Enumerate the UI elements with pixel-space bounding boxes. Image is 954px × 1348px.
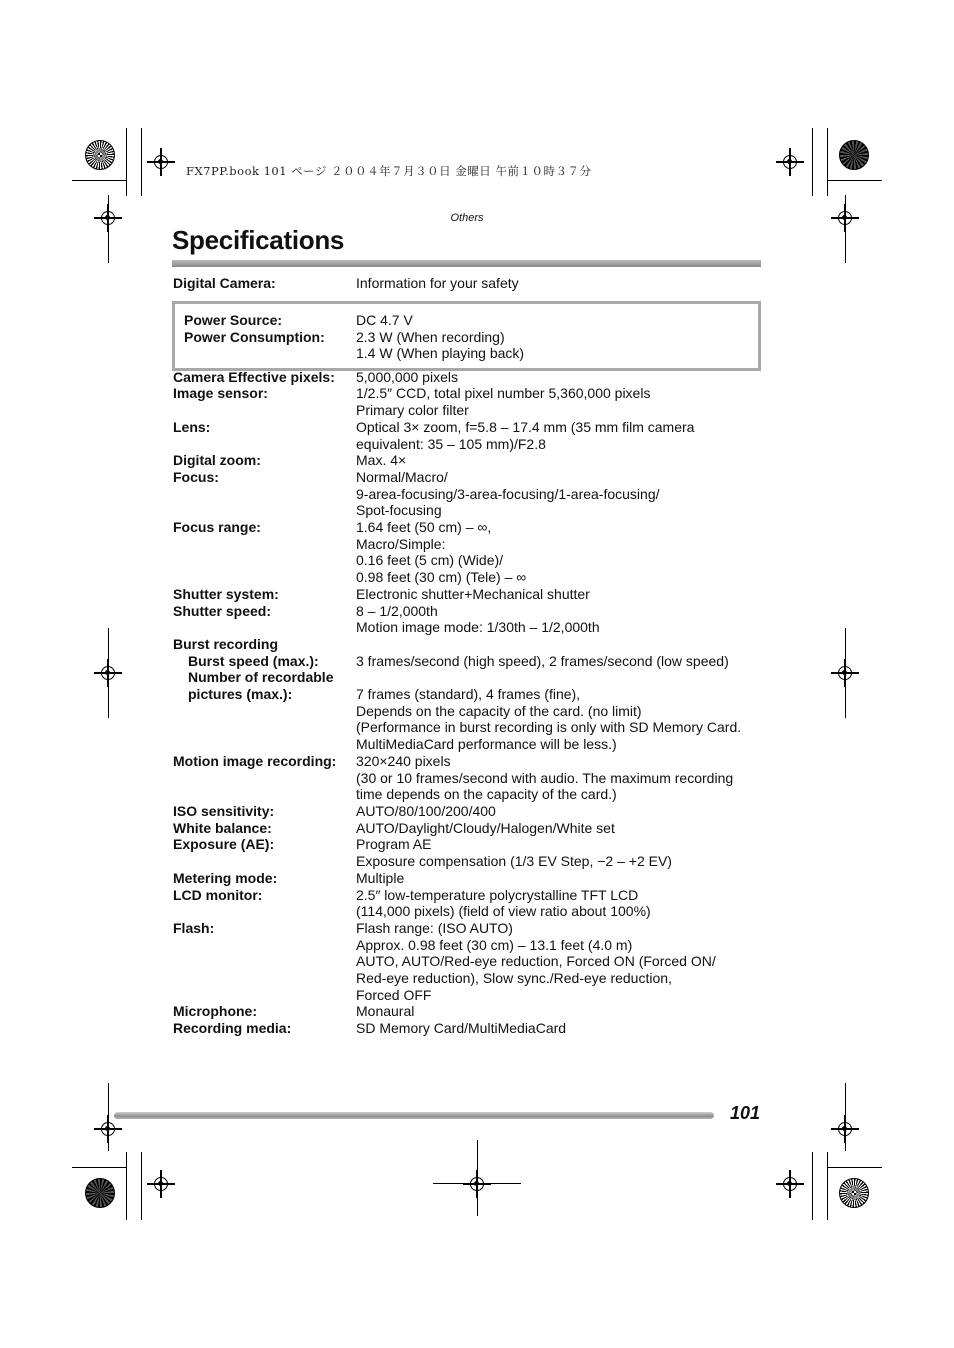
spec-label: Shutter speed: (173, 602, 272, 619)
spec-value (356, 519, 763, 586)
registration-crosshair-icon (154, 155, 168, 169)
spec-value-line: (114,000 pixels) (field of view ratio about 100%) (356, 903, 651, 920)
spec-value-line: Electronic shutter+Mechanical shutter (356, 585, 590, 602)
spec-row (173, 669, 763, 686)
spec-value-line: 8 – 1/2,000th (356, 602, 438, 619)
spec-value (356, 686, 763, 753)
spec-row (173, 887, 763, 920)
spec-value-line: Optical 3× zoom, f=5.8 – 17.4 mm (35 mm film camera (356, 418, 695, 435)
spec-value (356, 653, 763, 670)
registration-sunburst-icon (85, 1178, 115, 1208)
print-header: FX7PP.book 101 ページ ２００４年７月３０日 金曜日 午前１０時３７分 (186, 164, 592, 178)
registration-crosshair-icon (101, 211, 115, 225)
registration-crosshair-icon (838, 211, 852, 225)
spec-row (173, 519, 763, 586)
registration-crosshair-icon (154, 1177, 168, 1191)
spec-value-line: Flash range: (ISO AUTO) (356, 919, 513, 936)
registration-sunburst-icon (85, 140, 115, 170)
spec-value-line: 0.16 feet (5 cm) (Wide)/ (356, 552, 504, 569)
spec-label: Power Source: (184, 312, 283, 328)
spec-row (173, 836, 763, 869)
registration-crosshair-icon (101, 666, 115, 680)
spec-value (356, 636, 763, 653)
registration-sunburst-icon (839, 1178, 869, 1208)
spec-row (173, 419, 763, 452)
spec-label: Burst recording (173, 635, 279, 652)
spec-label: Digital zoom: (173, 452, 261, 469)
spec-value: Information for your safety (356, 275, 519, 291)
spec-value-line: DC 4.7 V (356, 312, 413, 328)
spec-value (356, 820, 763, 837)
registration-crosshair-icon (838, 1122, 852, 1136)
spec-value-line: (30 or 10 frames/second with audio. The maximum recording (356, 769, 734, 786)
footer-bar (114, 1112, 714, 1119)
spec-value (356, 586, 763, 603)
spec-value-line: SD Memory Card/MultiMediaCard (356, 1020, 567, 1037)
spec-row (173, 803, 763, 820)
title-rule (172, 260, 761, 267)
spec-value-line: Depends on the capacity of the card. (no limit) (356, 702, 642, 719)
spec-row (173, 452, 763, 469)
page-title: Specifications (172, 225, 345, 255)
spec-label: pictures (max.): (188, 686, 293, 703)
spec-row (173, 369, 763, 386)
spec-row (173, 653, 763, 670)
spec-label: Power Consumption: (184, 328, 325, 345)
spec-value-line: 1.4 W (When playing back) (356, 345, 525, 362)
registration-crosshair-icon (470, 1177, 484, 1191)
spec-row (173, 385, 763, 418)
spec-value-line: time depends on the capacity of the card.) (356, 786, 617, 803)
spec-label: Recording media: (173, 1020, 292, 1037)
spec-label: Number of recordable (188, 669, 334, 686)
spec-value-line: 7 frames (standard), 4 frames (fine), (356, 686, 581, 703)
spec-label: Focus: (173, 468, 219, 485)
spec-value (356, 369, 763, 386)
spec-value (356, 870, 763, 887)
spec-label: Image sensor: (173, 385, 268, 402)
spec-row (173, 636, 763, 653)
spec-value (356, 1003, 763, 1020)
spec-value-line: 2.3 W (When recording) (356, 328, 505, 345)
spec-row (184, 312, 759, 329)
spec-label: Motion image recording: (173, 752, 337, 769)
spec-value (356, 669, 763, 686)
spec-label: Focus range: (173, 519, 261, 536)
spec-value-line: 0.98 feet (30 cm) (Tele) – ∞ (356, 569, 527, 586)
spec-value-line: equivalent: 35 – 105 mm)/F2.8 (356, 435, 546, 452)
spec-value-line: Macro/Simple: (356, 535, 446, 552)
spec-label: ISO sensitivity: (173, 802, 275, 819)
spec-value-line: 3 frames/second (high speed), 2 frames/second (low speed) (356, 652, 729, 669)
spec-value-line: 9-area-focusing/3-area-focusing/1-area-focusing/ (356, 485, 660, 502)
spec-value-line: 2.5″ low-temperature polycrystalline TFT LCD (356, 886, 639, 903)
spec-value-line: Spot-focusing (356, 502, 442, 519)
page-number: 101 (730, 1103, 761, 1123)
spec-label: Lens: (173, 418, 211, 435)
spec-value-line: MultiMediaCard performance will be less.) (356, 736, 617, 753)
spec-row (173, 1020, 763, 1037)
spec-value (356, 803, 763, 820)
spec-label: Digital Camera: (173, 275, 276, 291)
spec-row (173, 870, 763, 887)
spec-label: Flash: (173, 919, 215, 936)
spec-value-line: AUTO, AUTO/Red-eye reduction, Forced ON (Forced ON/ (356, 953, 716, 970)
spec-value-line: 320×240 pixels (356, 752, 451, 769)
spec-value (356, 452, 763, 469)
spec-value (356, 920, 763, 1004)
spec-value-line: Forced OFF (356, 986, 432, 1003)
spec-value-line: AUTO/80/100/200/400 (356, 802, 496, 819)
spec-label: White balance: (173, 819, 272, 836)
spec-row (173, 1003, 763, 1020)
spec-value-line: (Performance in burst recording is only with SD Memory Card. (356, 719, 742, 736)
registration-crosshair-icon (101, 1122, 115, 1136)
spec-value (356, 887, 763, 920)
spec-value-line: Program AE (356, 836, 432, 853)
spec-value-line: 5,000,000 pixels (356, 368, 458, 385)
spec-value (356, 836, 763, 869)
spec-value-line: Max. 4× (356, 452, 407, 469)
section-label: Others (450, 212, 484, 224)
spec-value (356, 419, 763, 452)
spec-value-line: Red-eye reduction), Slow sync./Red-eye reduction, (356, 970, 672, 987)
spec-label: Exposure (AE): (173, 836, 275, 853)
spec-value-line: 1.64 feet (50 cm) – ∞, (356, 519, 492, 536)
registration-sunburst-icon (839, 140, 869, 170)
spec-value (356, 753, 763, 803)
spec-value-line: Approx. 0.98 feet (30 cm) – 13.1 feet (4.0 m) (356, 936, 633, 953)
spec-value (356, 312, 759, 329)
spec-rows (173, 369, 763, 1037)
spec-row (173, 469, 763, 519)
spec-value-line: Exposure compensation (1/3 EV Step, −2 – +2 EV) (356, 853, 672, 870)
power-rows (184, 312, 759, 362)
spec-value (356, 603, 763, 636)
spec-row (173, 686, 763, 753)
spec-row (173, 820, 763, 837)
spec-label: LCD monitor: (173, 886, 263, 903)
spec-row-digital-camera (173, 275, 763, 292)
registration-crosshair-icon (783, 155, 797, 169)
spec-label: Shutter system: (173, 585, 279, 602)
spec-row (173, 586, 763, 603)
spec-label: Burst speed (max.): (188, 652, 319, 669)
spec-value-line: Monaural (356, 1003, 415, 1020)
spec-row (184, 329, 759, 362)
spec-row (173, 920, 763, 1004)
spec-value (356, 1020, 763, 1037)
spec-value-line: Multiple (356, 869, 405, 886)
spec-row (173, 603, 763, 636)
spec-label: Microphone: (173, 1003, 257, 1020)
spec-value-line: Primary color filter (356, 402, 469, 419)
registration-crosshair-icon (783, 1177, 797, 1191)
spec-value (356, 329, 759, 362)
registration-crosshair-icon (838, 666, 852, 680)
spec-label: Metering mode: (173, 869, 278, 886)
spec-label: Camera Effective pixels: (173, 368, 335, 385)
spec-row (173, 753, 763, 803)
spec-value-line: Motion image mode: 1/30th – 1/2,000th (356, 619, 600, 636)
spec-value-line: Normal/Macro/ (356, 468, 448, 485)
spec-table (173, 275, 763, 1037)
power-box (172, 301, 761, 371)
spec-value-line: 1/2.5″ CCD, total pixel number 5,360,000 pixels (356, 385, 651, 402)
spec-value (356, 385, 763, 418)
spec-value (356, 469, 763, 519)
spec-value-line: AUTO/Daylight/Cloudy/Halogen/White set (356, 819, 615, 836)
